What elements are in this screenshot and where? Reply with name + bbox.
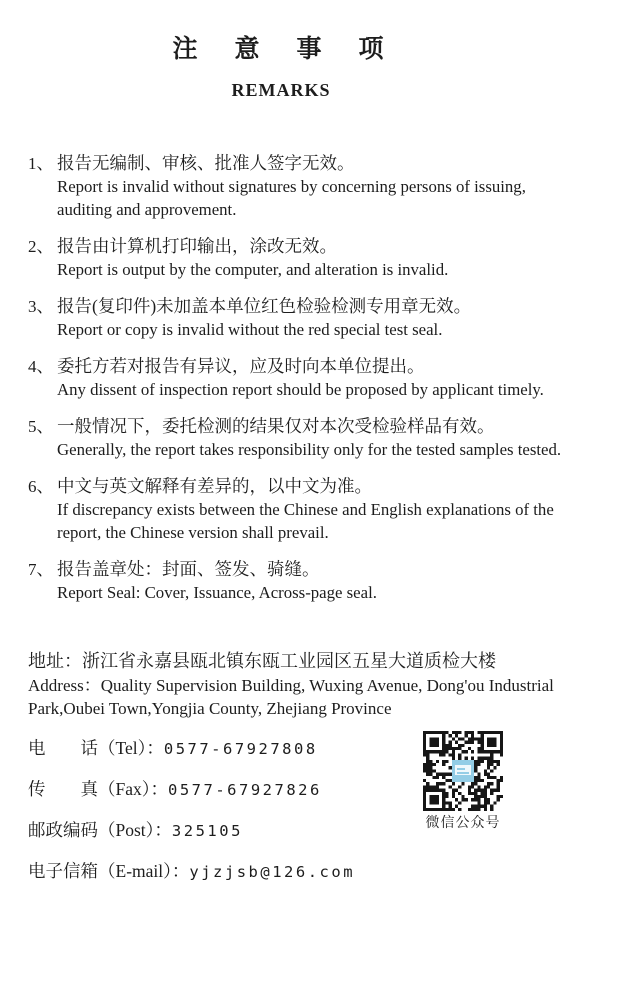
remark-body	[57, 235, 598, 281]
post-label: 邮政编码（Post）：	[28, 819, 172, 840]
remark-body	[57, 295, 598, 341]
remark-text-en: Any dissent of inspection report should be proposed by applicant timely.	[57, 380, 544, 399]
contact-row-email	[28, 860, 598, 884]
remark-item-4	[28, 355, 598, 401]
remark-body	[57, 415, 598, 461]
remark-item-2	[28, 235, 598, 281]
remark-body	[57, 355, 598, 401]
remark-text-cn: 中文与英文解释有差异的，以中文为准。	[57, 476, 372, 496]
remark-text-en: Report is invalid without signatures by concerning persons of issuing,	[57, 177, 526, 196]
remark-text-cn: 报告由计算机打印输出，涂改无效。	[57, 236, 337, 256]
remark-text-en: Generally, the report takes responsibility only for the tested samples tested.	[57, 440, 562, 459]
remark-text-en: If discrepancy exists between the Chinese and English explanations of the	[57, 500, 554, 519]
tel-label: 电 话（Tel）：	[28, 737, 164, 758]
contact-block	[28, 737, 598, 884]
address-en-line-1: Address：Quality Supervision Building, Wuxing Avenue, Dong'ou Industrial	[28, 675, 554, 695]
address-block	[28, 650, 598, 721]
remark-text-cn: 一般情况下，委托检测的结果仅对本次受检验样品有效。	[57, 416, 495, 436]
contact-row-post	[28, 819, 598, 843]
page-header	[28, 36, 534, 100]
tel-value: 0577-67927808	[163, 739, 318, 758]
remark-body	[57, 558, 598, 604]
remark-number: 3、	[28, 297, 54, 316]
contact-row-fax	[28, 778, 598, 802]
remark-number: 1、	[28, 154, 54, 173]
remark-text-cn: 报告盖章处：封面、签发、骑缝。	[57, 559, 320, 579]
remark-text-en: Report Seal: Cover, Issuance, Across-page seal.	[57, 583, 377, 602]
remark-text-en: Report is output by the computer, and alteration is invalid.	[57, 260, 449, 279]
remark-item-6	[28, 475, 598, 544]
remark-item-7	[28, 558, 598, 604]
remark-body	[57, 475, 598, 544]
remark-number: 5、	[28, 417, 54, 436]
remark-text-en: report, the Chinese version shall prevail.	[57, 523, 329, 542]
email-value: yjzjsb@126.com	[189, 862, 356, 881]
wechat-qr-code-icon	[423, 731, 503, 811]
remark-number: 4、	[28, 357, 54, 376]
page-title-en: REMARKS	[231, 80, 331, 100]
remark-number: 6、	[28, 477, 54, 496]
remark-text-en: auditing and approvement.	[57, 200, 237, 219]
address-en-line-2: Park,Oubei Town,Yongjia County, Zhejiang Province	[28, 699, 392, 718]
fax-label: 传 真（Fax）：	[28, 778, 168, 799]
remark-text-en: Report or copy is invalid without the red special test seal.	[57, 320, 443, 339]
fax-value: 0577-67927826	[168, 780, 322, 799]
remarks-list	[28, 152, 598, 604]
remark-number: 2、	[28, 237, 54, 256]
remark-text-cn: 报告无编制、审核、批准人签字无效。	[57, 153, 355, 173]
remark-item-1	[28, 152, 598, 221]
remark-item-5	[28, 415, 598, 461]
post-value: 325105	[171, 821, 243, 840]
remark-text-cn: 报告(复印件)未加盖本单位红色检验检测专用章无效。	[57, 296, 472, 316]
remark-number: 7、	[28, 560, 54, 579]
remark-body	[57, 152, 598, 221]
email-label: 电子信箱（E-mail）：	[28, 860, 190, 881]
remark-item-3	[28, 295, 598, 341]
wechat-qr-block	[423, 731, 503, 832]
address-cn: 地址：浙江省永嘉县瓯北镇东瓯工业园区五星大道质检大楼	[28, 651, 496, 671]
qr-caption: 微信公众号	[425, 816, 501, 831]
contact-row-tel	[28, 737, 598, 761]
page-title-cn: 注 意 事 项	[172, 36, 390, 63]
remark-text-cn: 委托方若对报告有异议，应及时向本单位提出。	[57, 356, 425, 376]
